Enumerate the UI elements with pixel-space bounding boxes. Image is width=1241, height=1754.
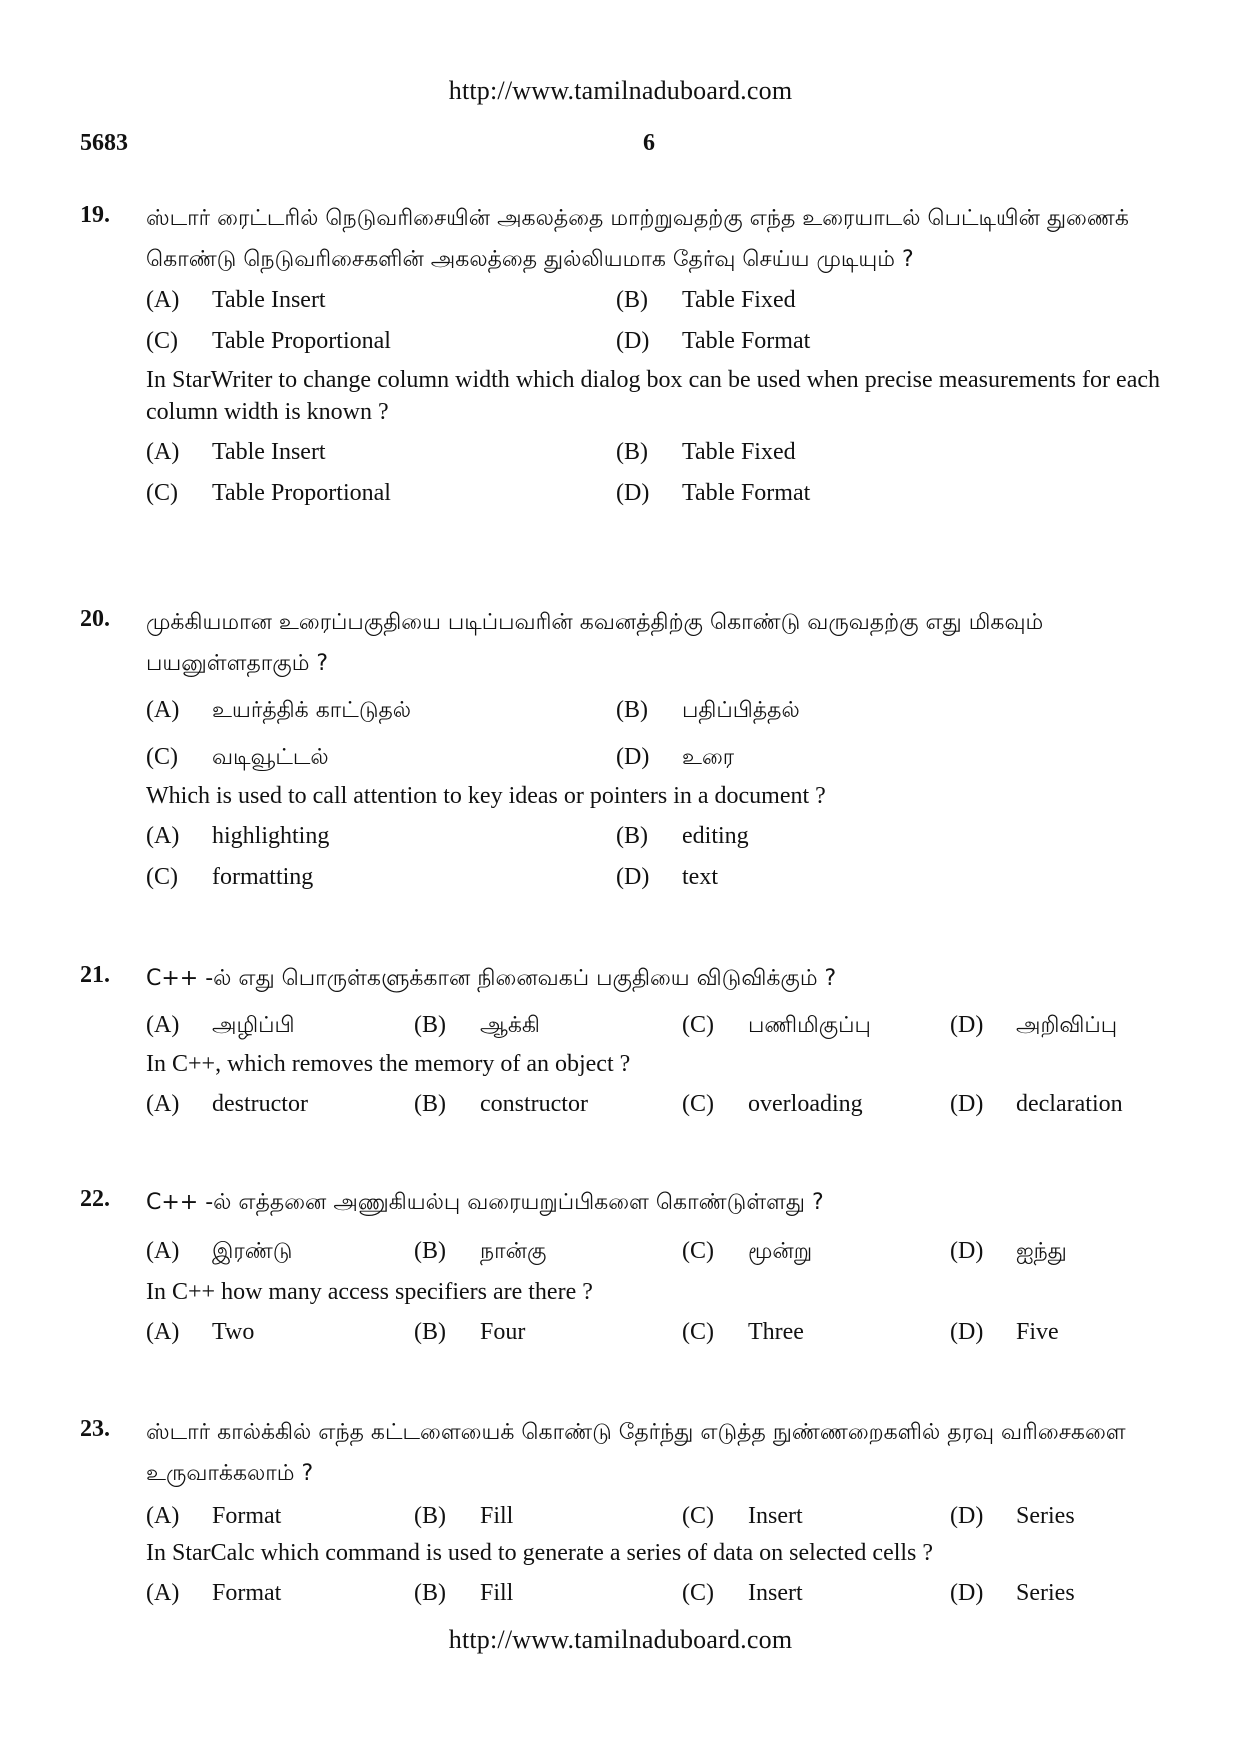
- option-c: (C) Insert: [682, 1580, 803, 1606]
- option-b: (B) Fill: [414, 1503, 514, 1529]
- option-b: (B) editing: [616, 823, 749, 849]
- options-tamil: [146, 280, 1160, 321]
- option-b: (B) Fill: [414, 1580, 514, 1606]
- page-number: 6: [643, 130, 655, 156]
- options-english: [146, 1573, 1160, 1614]
- option-b: (B) Table Fixed: [616, 439, 796, 465]
- question-number: 19.: [80, 202, 110, 228]
- option-a: (A) Two: [146, 1319, 255, 1345]
- question-text-english: In StarCalc which command is used to generate a series of data on selected cells ?: [146, 1540, 934, 1566]
- question-text-tamil: C++ -ல் எத்தனை அணுகியல்பு வரையறுப்பிகளை கொண்டுள்ளது ?: [146, 1190, 824, 1215]
- option-a: (A) அழிப்பி: [146, 1012, 295, 1038]
- option-d: (D) text: [616, 864, 718, 890]
- option-c: (C) Three: [682, 1319, 804, 1345]
- options-tamil: [146, 1005, 1160, 1046]
- option-c: (C) Insert: [682, 1503, 803, 1529]
- option-c: (C) வடிவூட்டல்: [146, 744, 329, 770]
- option-b: (B) ஆக்கி: [414, 1012, 540, 1038]
- question-text-tamil: முக்கியமான உரைப்பகுதியை படிப்பவரின் கவனத்திற்கு கொண்டு வருவதற்கு எது மிகவும் பயனுள்ளதாகும் ?: [146, 610, 1044, 676]
- option-d: (D) Series: [950, 1503, 1075, 1529]
- question-text-english: In C++, which removes the memory of an object ?: [146, 1051, 631, 1077]
- option-b: (B) நான்கு: [414, 1238, 547, 1264]
- question-text-tamil: C++ -ல் எது பொருள்களுக்கான நினைவகப் பகுதியை விடுவிக்கும் ?: [146, 966, 837, 991]
- option-d: (D) Series: [950, 1580, 1075, 1606]
- option-a: (A) Table Insert: [146, 287, 326, 313]
- question-number: 23.: [80, 1416, 110, 1442]
- options-english: [146, 473, 1160, 514]
- question-text-tamil: ஸ்டார் கால்க்கில் எந்த கட்டளையைக் கொண்டு தேர்ந்து எடுத்த நுண்ணறைகளில் தரவு வரிசைகளை உருவாக்கலாம் ?: [146, 1420, 1126, 1486]
- header-url: http://www.tamilnaduboard.com: [448, 76, 793, 105]
- footer-url: http://www.tamilnaduboard.com: [448, 1625, 793, 1654]
- option-c: (C) formatting: [146, 864, 314, 890]
- option-a: (A) destructor: [146, 1091, 308, 1117]
- option-a: (A) Format: [146, 1580, 282, 1606]
- options-tamil: [146, 1496, 1160, 1537]
- options-english: [146, 1084, 1160, 1125]
- option-d: (D) அறிவிப்பு: [950, 1012, 1118, 1038]
- option-a: (A) Table Insert: [146, 439, 326, 465]
- question-number: 20.: [80, 606, 110, 632]
- option-b: (B) Four: [414, 1319, 526, 1345]
- option-a: (A) highlighting: [146, 823, 330, 849]
- option-d: (D) Five: [950, 1319, 1059, 1345]
- options-tamil: [146, 321, 1160, 362]
- question-text-tamil: ஸ்டார் ரைட்டரில் நெடுவரிசையின் அகலத்தை மாற்றுவதற்கு எந்த உரையாடல் பெட்டியின் துணைக் கொண்டு நெடுவரிசைகளின் அகலத்தை துல்லியமாக தேர்வு செய்ய முடியும் ?: [146, 206, 1129, 272]
- option-d: (D) declaration: [950, 1091, 1123, 1117]
- question-text-english: Which is used to call attention to key ideas or pointers in a document ?: [146, 783, 826, 809]
- options-english: [146, 432, 1160, 473]
- option-d: (D) Table Format: [616, 328, 811, 354]
- option-a: (A) இரண்டு: [146, 1238, 293, 1264]
- option-d: (D) Table Format: [616, 480, 811, 506]
- options-english: [146, 1312, 1160, 1353]
- question-text-english: In StarWriter to change column width which dialog box can be used when precise measurements for each column width is known ?: [146, 367, 1160, 425]
- question-number: 21.: [80, 962, 110, 988]
- option-a: (A) உயர்த்திக் காட்டுதல்: [146, 697, 412, 723]
- option-c: (C) Table Proportional: [146, 328, 391, 354]
- option-c: (C) பணிமிகுப்பு: [682, 1012, 871, 1038]
- option-c: (C) மூன்று: [682, 1238, 813, 1264]
- option-b: (B) பதிப்பித்தல்: [616, 697, 800, 723]
- options-english: [146, 816, 1160, 857]
- paper-code: 5683: [80, 130, 128, 156]
- question-number: 22.: [80, 1186, 110, 1212]
- option-b: (B) Table Fixed: [616, 287, 796, 313]
- options-tamil: [146, 1231, 1160, 1272]
- option-c: (C) Table Proportional: [146, 480, 391, 506]
- options-tamil: [146, 690, 1160, 731]
- option-c: (C) overloading: [682, 1091, 863, 1117]
- option-d: (D) உரை: [616, 744, 735, 770]
- options-tamil: [146, 737, 1160, 778]
- question-text-english: In C++ how many access specifiers are there ?: [146, 1279, 593, 1305]
- options-english: [146, 857, 1160, 898]
- option-b: (B) constructor: [414, 1091, 588, 1117]
- option-a: (A) Format: [146, 1503, 282, 1529]
- option-d: (D) ஐந்து: [950, 1238, 1067, 1264]
